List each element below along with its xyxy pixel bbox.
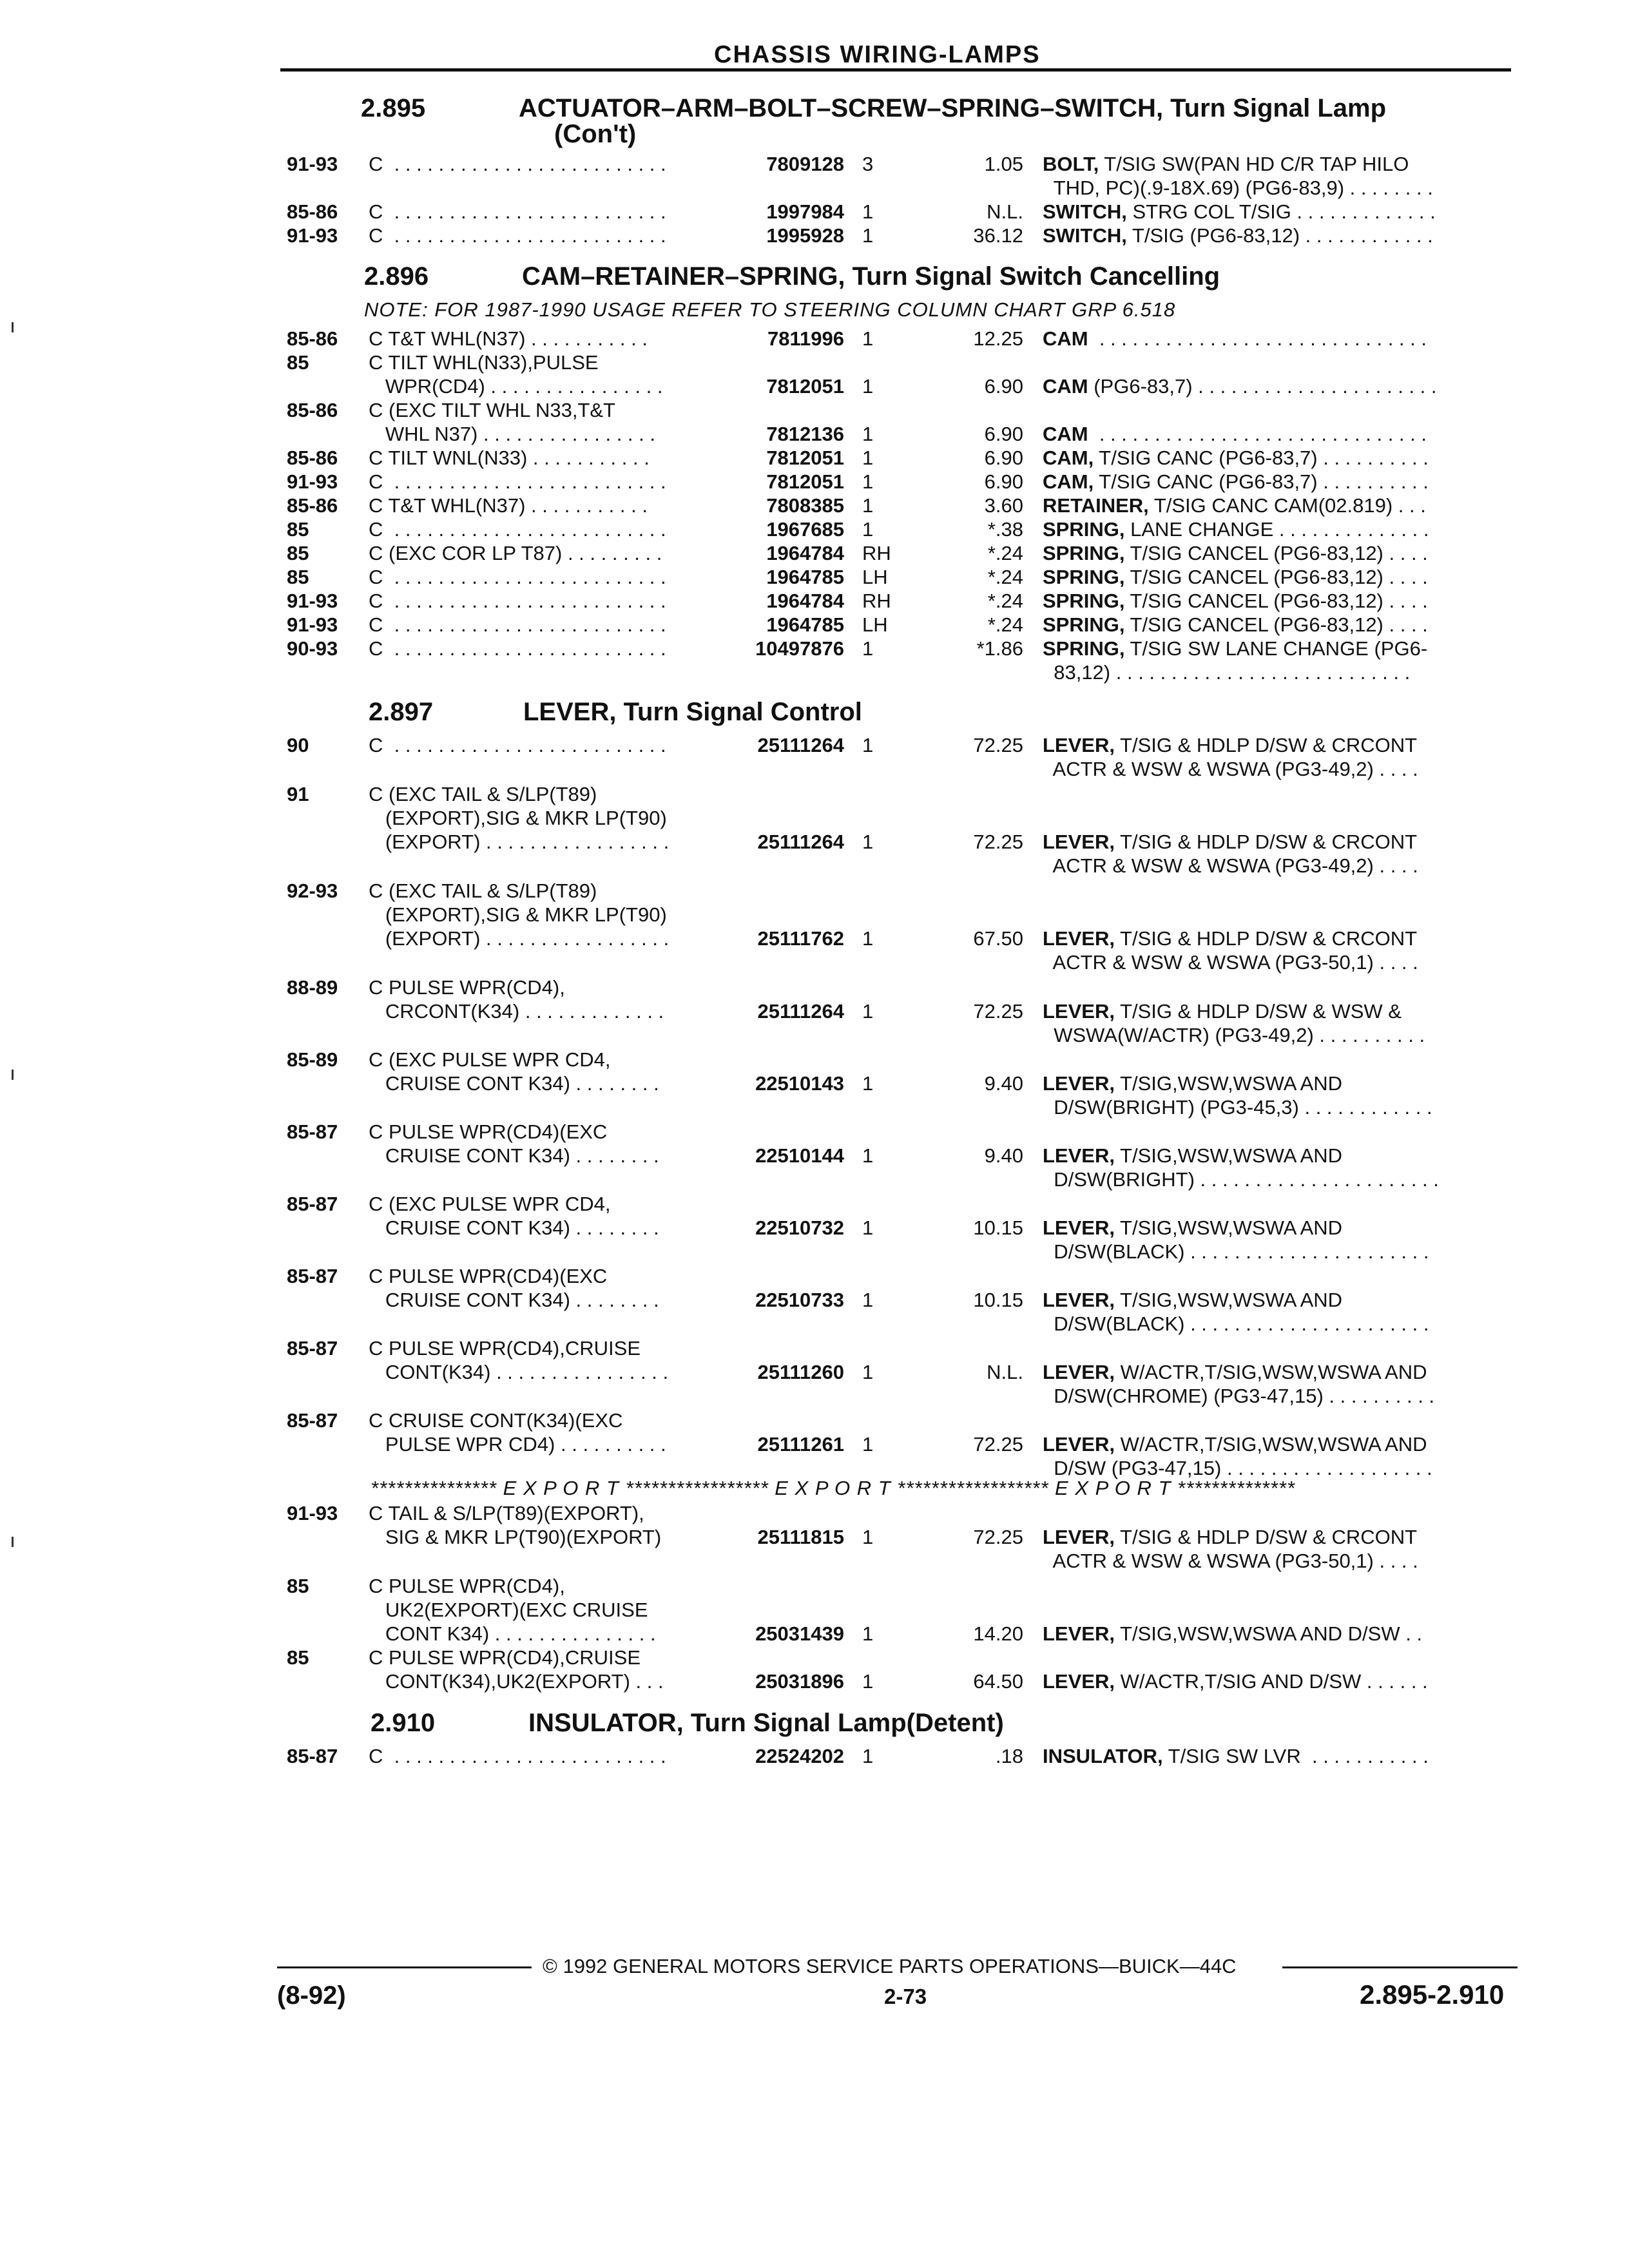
quantity: 1 — [862, 1144, 874, 1167]
part-number: 22510143 — [755, 1072, 844, 1095]
section-number: 2.896 — [364, 262, 429, 291]
model-years: 85-87 — [287, 1337, 338, 1360]
quantity: 1 — [862, 1289, 874, 1311]
part-name — [1043, 327, 1519, 351]
usage-description: C . . . . . . . . . . . . . . . . . . . . . . . . . — [369, 470, 666, 493]
part-name-bold: SWITCH, — [1043, 200, 1127, 223]
part-number: 25111815 — [757, 1526, 844, 1548]
usage-description: C TAIL & S/LP(T89)(EXPORT), SIG & MKR LP(T90)(EXPORT) — [369, 1502, 662, 1548]
price: 72.25 — [973, 1433, 1023, 1456]
usage-description: C (EXC TAIL & S/LP(T89) (EXPORT),SIG & MKR LP(T90) (EXPORT) . . . . . . . . . . . . . . . . . — [369, 783, 670, 853]
model-years: 85 — [287, 566, 309, 588]
part-name-detail: T/SIG & HDLP D/SW & CRCONT ACTR & WSW & WSWA (PG3-49,2) . . . . — [1052, 831, 1418, 877]
part-name — [1043, 224, 1519, 247]
part-name-bold: CAM, — [1043, 447, 1094, 469]
usage-description: C TILT WHL(N33),PULSE WPR(CD4) . . . . . . . . . . . . . . . . — [369, 351, 663, 398]
quantity: 1 — [862, 1622, 874, 1645]
part-name — [1043, 1525, 1519, 1573]
part-name — [1043, 517, 1519, 541]
part-name-detail: W/ACTR,T/SIG AND D/SW . . . . . . — [1114, 1670, 1428, 1693]
quantity: 1 — [862, 1670, 874, 1693]
part-name — [1043, 1360, 1519, 1408]
price: 72.25 — [973, 734, 1023, 756]
part-name — [1043, 374, 1519, 398]
part-name-detail: T/SIG & HDLP D/SW & CRCONT ACTR & WSW & WSWA (PG3-50,1) . . . . — [1052, 927, 1418, 974]
price: *.38 — [987, 518, 1023, 541]
model-years: 85 — [287, 1575, 309, 1597]
price: *.24 — [987, 613, 1023, 636]
part-name-detail: T/SIG CANCEL (PG6-83,12) . . . . — [1124, 613, 1428, 636]
part-number: 1997984 — [766, 200, 844, 223]
part-name-bold: LEVER, — [1043, 1072, 1115, 1095]
part-name-detail: T/SIG CANCEL (PG6-83,12) . . . . — [1124, 590, 1428, 612]
price: 36.12 — [973, 224, 1023, 247]
quantity: 1 — [862, 1216, 874, 1239]
model-years: 88-89 — [287, 976, 338, 999]
part-number: 7809128 — [766, 153, 844, 175]
part-name-bold: LEVER, — [1043, 831, 1115, 853]
part-name-detail: T/SIG & HDLP D/SW & WSW & WSWA(W/ACTR) (PG3-49,2) . . . . . . . . . . — [1054, 1000, 1425, 1046]
footer-rule-right — [1282, 1966, 1518, 1968]
model-years: 85-87 — [287, 1193, 338, 1215]
price: N.L. — [987, 200, 1023, 223]
part-name — [1043, 1669, 1519, 1693]
part-name — [1043, 200, 1519, 224]
price: 6.90 — [984, 470, 1023, 493]
model-years: 90 — [287, 734, 309, 756]
section-number: 2.910 — [371, 1709, 436, 1737]
part-name — [1043, 470, 1519, 494]
model-years: 91-93 — [287, 1502, 338, 1524]
part-name-bold: BOLT, — [1043, 153, 1099, 175]
quantity: 1 — [862, 327, 874, 350]
price: 14.20 — [973, 1622, 1023, 1645]
part-name-detail: . . . . . . . . . . . . . . . . . . . . . . . . . . . . . . — [1088, 327, 1427, 350]
model-years: 85 — [287, 351, 309, 374]
part-name-detail: T/SIG,WSW,WSWA AND D/SW(BRIGHT) (PG3-45,3) . . . . . . . . . . . . — [1054, 1072, 1432, 1119]
part-name-detail: W/ACTR,T/SIG,WSW,WSWA AND D/SW(CHROME) (PG3-47,15) . . . . . . . . . . — [1054, 1361, 1435, 1407]
part-number: 25111264 — [757, 1000, 844, 1023]
quantity: 1 — [862, 518, 874, 541]
part-number: 22510733 — [755, 1289, 844, 1311]
part-name-bold: SPRING, — [1043, 542, 1125, 564]
footer-page-number: 2-73 — [884, 1984, 927, 2008]
quantity: 1 — [862, 224, 874, 247]
usage-description: C PULSE WPR(CD4),CRUISE CONT(K34),UK2(EXPORT) . . . — [369, 1646, 664, 1693]
part-name-detail: (PG6-83,7) . . . . . . . . . . . . . . . . . . . . . . — [1088, 375, 1437, 398]
price: 12.25 — [973, 327, 1023, 350]
export-divider: *************** E X P O R T ***************** E X P O R T ****************** E X P O R T ************** — [371, 1477, 1295, 1499]
part-name — [1043, 1144, 1519, 1191]
usage-description: C (EXC PULSE WPR CD4, CRUISE CONT K34) . . . . . . . . — [369, 1048, 659, 1095]
price: *.24 — [987, 566, 1023, 588]
part-name-bold: SPRING, — [1043, 590, 1125, 612]
part-name-detail: T/SIG & HDLP D/SW & CRCONT ACTR & WSW & WSWA (PG3-50,1) . . . . — [1052, 1526, 1418, 1572]
section-title: CAM–RETAINER–SPRING, Turn Signal Switch Cancelling — [522, 262, 1220, 291]
part-number: 10497876 — [755, 637, 844, 660]
section-title: INSULATOR, Turn Signal Lamp(Detent) — [528, 1709, 1004, 1737]
quantity: LH — [862, 613, 888, 636]
part-name-bold: LEVER, — [1043, 927, 1115, 950]
part-name-bold: SPRING, — [1043, 613, 1125, 636]
part-name-bold: LEVER, — [1043, 1144, 1115, 1167]
part-name — [1043, 1288, 1519, 1336]
quantity: 1 — [862, 470, 874, 493]
price: 72.25 — [973, 1526, 1023, 1548]
quantity: 1 — [862, 1526, 874, 1548]
quantity: 1 — [862, 637, 874, 660]
usage-description: C CRUISE CONT(K34)(EXC PULSE WPR CD4) . . . . . . . . . . — [369, 1409, 666, 1456]
usage-description: C (EXC TILT WHL N33,T&T WHL N37) . . . . . . . . . . . . . . . . — [369, 399, 655, 445]
part-name — [1043, 565, 1519, 589]
part-name-bold: LEVER, — [1043, 1433, 1115, 1456]
part-name-bold: SWITCH, — [1043, 224, 1127, 247]
part-name-detail: STRG COL T/SIG . . . . . . . . . . . . . — [1126, 200, 1436, 223]
part-number: 25111264 — [757, 831, 844, 853]
part-name-detail: T/SIG CANC (PG6-83,7) . . . . . . . . . . — [1094, 447, 1429, 469]
quantity: 1 — [862, 200, 874, 223]
model-years: 91-93 — [287, 590, 338, 612]
quantity: 1 — [862, 1745, 874, 1767]
quantity: 1 — [862, 423, 874, 445]
part-name-detail: T/SIG (PG6-83,12) . . . . . . . . . . . . — [1126, 224, 1433, 247]
part-number: 25031896 — [755, 1670, 844, 1693]
usage-description: C (EXC TAIL & S/LP(T89) (EXPORT),SIG & MKR LP(T90) (EXPORT) . . . . . . . . . . . . . . . . . — [369, 879, 670, 950]
part-name-bold: LEVER, — [1043, 1361, 1115, 1383]
part-number: 25111264 — [757, 734, 844, 756]
part-number: 1964784 — [766, 590, 844, 612]
part-name — [1043, 733, 1519, 781]
quantity: 1 — [862, 1000, 874, 1023]
usage-description: C . . . . . . . . . . . . . . . . . . . . . . . . . — [369, 590, 666, 612]
part-name-detail: T/SIG,WSW,WSWA AND D/SW(BRIGHT) . . . . . . . . . . . . . . . . . . . . . . — [1054, 1144, 1439, 1191]
part-name-bold: INSULATOR, — [1043, 1745, 1163, 1767]
footer-rule-left — [277, 1966, 532, 1968]
quantity: RH — [862, 590, 891, 612]
price: 6.90 — [984, 447, 1023, 469]
part-name-detail: T/SIG SW LANE CHANGE (PG6- 83,12) . . . . . . . . . . . . . . . . . . . . . . . . . . . — [1054, 637, 1428, 684]
price: 64.50 — [973, 1670, 1023, 1693]
part-name-bold: CAM — [1043, 375, 1088, 398]
model-years: 91 — [287, 783, 309, 805]
part-name-bold: CAM — [1043, 327, 1088, 350]
model-years: 85 — [287, 518, 309, 541]
part-name-detail: T/SIG,WSW,WSWA AND D/SW(BLACK) . . . . . . . . . . . . . . . . . . . . . . — [1054, 1289, 1429, 1335]
part-name — [1043, 927, 1519, 974]
usage-description: C . . . . . . . . . . . . . . . . . . . . . . . . . — [369, 1745, 666, 1767]
part-name-bold: LEVER, — [1043, 1216, 1115, 1239]
part-number: 25111762 — [757, 927, 844, 950]
part-name-detail: W/ACTR,T/SIG,WSW,WSWA AND D/SW (PG3-47,15) . . . . . . . . . . . . . . . . . . . — [1054, 1433, 1432, 1479]
usage-description: C (EXC COR LP T87) . . . . . . . . . — [369, 542, 662, 564]
part-name — [1043, 1744, 1519, 1768]
usage-description: C T&T WHL(N37) . . . . . . . . . . . — [369, 494, 648, 517]
quantity: 1 — [862, 1433, 874, 1456]
price: 9.40 — [984, 1072, 1023, 1095]
scan-edge-mark — [12, 1070, 14, 1080]
section-note: NOTE: FOR 1987-1990 USAGE REFER TO STEERING COLUMN CHART GRP 6.518 — [364, 298, 1176, 321]
part-name-detail: T/SIG CANCEL (PG6-83,12) . . . . — [1124, 566, 1428, 588]
footer-section-range: 2.895-2.910 — [1360, 1979, 1505, 2010]
part-number: 25031439 — [755, 1622, 844, 1645]
price: 3.60 — [984, 494, 1023, 517]
section-continued: (Con't) — [554, 120, 637, 148]
part-name — [1043, 494, 1519, 517]
usage-description: C PULSE WPR(CD4), UK2(EXPORT)(EXC CRUISE CONT K34) . . . . . . . . . . . . . . . — [369, 1575, 656, 1645]
price: N.L. — [987, 1361, 1023, 1383]
part-number: 22510144 — [755, 1144, 844, 1167]
quantity: LH — [862, 566, 888, 588]
scan-edge-mark — [12, 1537, 14, 1547]
price: 67.50 — [973, 927, 1023, 950]
price: *.24 — [987, 590, 1023, 612]
part-name-bold: LEVER, — [1043, 1526, 1115, 1548]
usage-description: C PULSE WPR(CD4)(EXC CRUISE CONT K34) . . . . . . . . — [369, 1120, 659, 1167]
quantity: RH — [862, 542, 891, 564]
part-name-detail: . . . . . . . . . . . . . . . . . . . . . . . . . . . . . . — [1088, 423, 1427, 445]
usage-description: C . . . . . . . . . . . . . . . . . . . . . . . . . — [369, 518, 666, 541]
part-number: 7811996 — [767, 327, 844, 350]
usage-description: C . . . . . . . . . . . . . . . . . . . . . . . . . — [369, 224, 666, 247]
usage-description: C PULSE WPR(CD4)(EXC CRUISE CONT K34) . . . . . . . . — [369, 1265, 659, 1311]
price: 6.90 — [984, 375, 1023, 398]
title-rule — [280, 68, 1511, 72]
usage-description: C . . . . . . . . . . . . . . . . . . . . . . . . . — [369, 200, 666, 223]
part-number: 1967685 — [766, 518, 844, 541]
model-years: 85-86 — [287, 399, 338, 421]
model-years: 85-87 — [287, 1120, 338, 1143]
quantity: 1 — [862, 1361, 874, 1383]
part-name-detail: T/SIG,WSW,WSWA AND D/SW . . — [1114, 1622, 1423, 1645]
quantity: 1 — [862, 734, 874, 756]
part-name-detail: T/SIG SW(PAN HD C/R TAP HILO THD, PC)(.9-18X.69) (PG6-83,9) . . . . . . . . — [1053, 153, 1433, 199]
quantity: 1 — [862, 447, 874, 469]
model-years: 91-93 — [287, 470, 338, 493]
part-name — [1043, 422, 1519, 446]
part-name — [1043, 589, 1519, 613]
price: 1.05 — [984, 153, 1023, 175]
price: 9.40 — [984, 1144, 1023, 1167]
price: *.24 — [987, 542, 1023, 564]
part-name-bold: LEVER, — [1043, 734, 1115, 756]
part-name-bold: SPRING, — [1043, 566, 1125, 588]
part-name — [1043, 613, 1519, 637]
model-years: 85 — [287, 1646, 309, 1669]
scan-edge-mark — [12, 322, 14, 332]
part-name — [1043, 830, 1519, 878]
usage-description: C . . . . . . . . . . . . . . . . . . . . . . . . . — [369, 637, 666, 660]
model-years: 85-86 — [287, 327, 338, 350]
part-number: 7812136 — [766, 423, 844, 445]
model-years: 90-93 — [287, 637, 338, 660]
section-number: 2.895 — [361, 94, 426, 122]
part-number: 1995928 — [766, 224, 844, 247]
usage-description: C . . . . . . . . . . . . . . . . . . . . . . . . . — [369, 734, 666, 756]
part-name-detail: T/SIG & HDLP D/SW & CRCONT ACTR & WSW & WSWA (PG3-49,2) . . . . — [1052, 734, 1418, 780]
part-number: 22510732 — [755, 1216, 844, 1239]
model-years: 85-86 — [287, 447, 338, 469]
part-name-bold: CAM, — [1043, 470, 1094, 493]
section-number: 2.897 — [369, 698, 434, 726]
quantity: 3 — [862, 153, 874, 175]
quantity: 1 — [862, 1072, 874, 1095]
model-years: 85-87 — [287, 1265, 338, 1287]
part-name — [1043, 152, 1519, 200]
model-years: 85-87 — [287, 1409, 338, 1432]
part-name-bold: SPRING, — [1043, 637, 1125, 660]
part-name — [1043, 446, 1519, 470]
part-number: 1964785 — [766, 613, 844, 636]
quantity: 1 — [862, 494, 874, 517]
part-number: 7812051 — [766, 470, 844, 493]
usage-description: C (EXC PULSE WPR CD4, CRUISE CONT K34) . . . . . . . . — [369, 1193, 659, 1239]
part-name-bold: LEVER, — [1043, 1670, 1115, 1693]
part-name-detail: T/SIG CANCEL (PG6-83,12) . . . . — [1124, 542, 1428, 564]
part-name-detail: T/SIG CANC (PG6-83,7) . . . . . . . . . . — [1094, 470, 1429, 493]
model-years: 92-93 — [287, 879, 338, 902]
part-name — [1043, 541, 1519, 565]
part-number: 7808385 — [766, 494, 844, 517]
footer-copyright: © 1992 GENERAL MOTORS SERVICE PARTS OPERATIONS—BUICK—44C — [543, 1955, 1237, 1977]
part-number: 7812051 — [766, 447, 844, 469]
price: 72.25 — [973, 831, 1023, 853]
part-name-detail: T/SIG,WSW,WSWA AND D/SW(BLACK) . . . . . . . . . . . . . . . . . . . . . . — [1054, 1216, 1429, 1263]
model-years: 85-86 — [287, 494, 338, 517]
part-number: 22524202 — [755, 1745, 844, 1767]
usage-description: C . . . . . . . . . . . . . . . . . . . . . . . . . — [369, 566, 666, 588]
price: *1.86 — [976, 637, 1023, 660]
footer-date: (8-92) — [277, 1981, 346, 2010]
part-name-bold: RETAINER, — [1043, 494, 1149, 517]
usage-description: C PULSE WPR(CD4), CRCONT(K34) . . . . . . . . . . . . . — [369, 976, 664, 1023]
price: .18 — [995, 1745, 1023, 1767]
usage-description: C TILT WNL(N33) . . . . . . . . . . . — [369, 447, 650, 469]
model-years: 85-87 — [287, 1745, 338, 1767]
part-name — [1043, 1622, 1519, 1646]
part-name — [1043, 1216, 1519, 1264]
part-name-detail: LANE CHANGE . . . . . . . . . . . . . . — [1124, 518, 1429, 541]
part-name-detail: T/SIG CANC CAM(02.819) . . . — [1148, 494, 1426, 517]
part-number: 25111260 — [757, 1361, 844, 1383]
page-title: CHASSIS WIRING-LAMPS — [714, 41, 1041, 68]
part-name-bold: CAM — [1043, 423, 1088, 445]
part-number: 1964785 — [766, 566, 844, 588]
part-name-bold: SPRING, — [1043, 518, 1125, 541]
quantity: 1 — [862, 831, 874, 853]
usage-description: C PULSE WPR(CD4),CRUISE CONT(K34) . . . . . . . . . . . . . . . . — [369, 1337, 669, 1383]
part-name-detail: T/SIG SW LVR . . . . . . . . . . . — [1162, 1745, 1429, 1767]
part-name — [1043, 1072, 1519, 1119]
price: 6.90 — [984, 423, 1023, 445]
part-name-bold: LEVER, — [1043, 1289, 1115, 1311]
usage-description: C . . . . . . . . . . . . . . . . . . . . . . . . . — [369, 153, 666, 175]
price: 10.15 — [973, 1216, 1023, 1239]
part-number: 7812051 — [766, 375, 844, 398]
part-number: 25111261 — [757, 1433, 844, 1456]
usage-description: C T&T WHL(N37) . . . . . . . . . . . — [369, 327, 648, 350]
part-name — [1043, 999, 1519, 1047]
quantity: 1 — [862, 375, 874, 398]
part-name-bold: LEVER, — [1043, 1000, 1115, 1023]
model-years: 85-89 — [287, 1048, 338, 1071]
model-years: 85-86 — [287, 200, 338, 223]
price: 72.25 — [973, 1000, 1023, 1023]
part-name — [1043, 637, 1519, 684]
part-name-bold: LEVER, — [1043, 1622, 1115, 1645]
usage-description: C . . . . . . . . . . . . . . . . . . . . . . . . . — [369, 613, 666, 636]
section-title: LEVER, Turn Signal Control — [523, 698, 862, 726]
model-years: 85 — [287, 542, 309, 564]
part-name — [1043, 1432, 1519, 1480]
price: 10.15 — [973, 1289, 1023, 1311]
model-years: 91-93 — [287, 224, 338, 247]
model-years: 91-93 — [287, 613, 338, 636]
model-years: 91-93 — [287, 153, 338, 175]
section-title: ACTUATOR–ARM–BOLT–SCREW–SPRING–SWITCH, Turn Signal Lamp — [519, 94, 1386, 122]
quantity: 1 — [862, 927, 874, 950]
part-number: 1964784 — [766, 542, 844, 564]
